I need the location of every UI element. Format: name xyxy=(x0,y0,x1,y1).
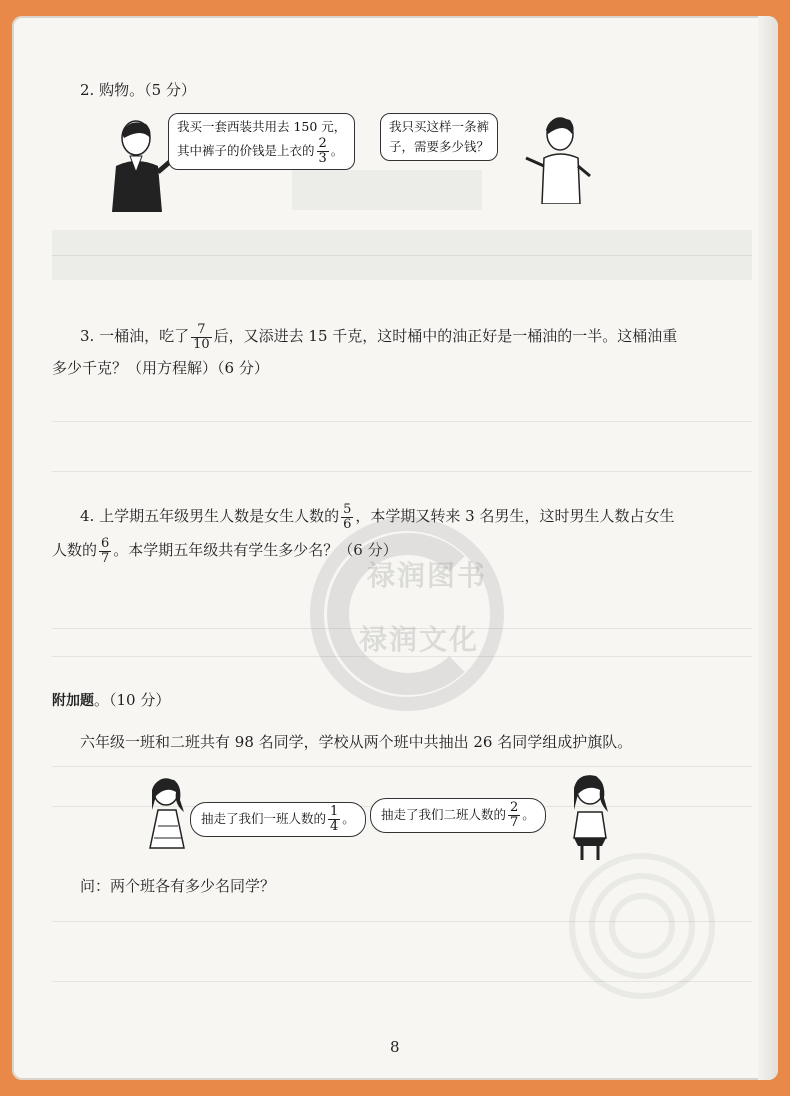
fraction-numerator: 5 xyxy=(343,501,352,517)
fraction-seven-tenths xyxy=(191,323,212,352)
bonus-title-rest: 。（10 分） xyxy=(94,691,171,709)
bonus-right-bubble-pre: 抽走了我们二班人数的 xyxy=(381,807,507,822)
bonus-right-speech-bubble xyxy=(370,798,546,833)
fraction-two-thirds xyxy=(317,137,329,166)
q2-right-bubble-line1: 我只买这样一条裤 xyxy=(389,119,490,134)
bonus-left-bubble-pre: 抽走了我们一班人数的 xyxy=(201,811,327,826)
girl-figure-left-icon xyxy=(140,776,196,856)
girl-figure-right-icon xyxy=(560,772,620,862)
fraction-denominator: 10 xyxy=(193,336,210,352)
fraction-denominator: 7 xyxy=(510,815,519,830)
q3-pre: 3. 一桶油，吃了 xyxy=(80,327,190,345)
bonus-left-speech-bubble xyxy=(190,802,366,837)
fraction-denominator: 4 xyxy=(330,819,339,834)
ghost-line xyxy=(52,471,752,472)
bonus-right-bubble-post: 。 xyxy=(522,807,535,822)
q3-post: 后，又添进去 15 千克，这时桶中的油正好是一桶油的一半。这桶油重 xyxy=(213,327,678,345)
ghost-line xyxy=(52,421,752,422)
fraction-denominator: 7 xyxy=(101,550,110,566)
page-number: 8 xyxy=(390,1038,400,1056)
watermark-line2: 禄润文化 xyxy=(359,623,480,656)
fraction-numerator: 7 xyxy=(191,323,212,338)
q4-mid: ，本学期又转来 3 名男生，这时男生人数占女生 xyxy=(355,507,675,525)
fraction-denominator: 6 xyxy=(343,516,352,532)
ghost-line xyxy=(52,766,752,767)
fraction-numerator: 2 xyxy=(318,136,327,151)
bonus-left-bubble-post: 。 xyxy=(342,811,355,826)
q2-right-bubble-line2: 子，需要多少钱？ xyxy=(389,139,490,154)
q2-right-speech-bubble xyxy=(380,113,498,161)
q2-left-speech-bubble xyxy=(168,113,355,170)
fraction-denominator: 3 xyxy=(318,151,327,166)
q2-left-bubble-line1: 我买一套西装共用去 150 元， xyxy=(177,119,347,134)
page-sheet xyxy=(12,16,778,1080)
fraction-numerator: 6 xyxy=(101,535,110,551)
bonus-question: 问：两个班各有多少名同学？ xyxy=(80,877,276,895)
q4-line2-post: 。本学期五年级共有学生多少名？（6 分） xyxy=(113,541,398,559)
q2-left-bubble-line2-pre: 其中裤子的价钱是上衣的 xyxy=(177,143,315,158)
q4-line2-pre: 人数的 xyxy=(52,541,98,559)
boy-figure-icon xyxy=(520,112,596,204)
ghost-line xyxy=(52,255,752,256)
bonus-title-bold: 附加题 xyxy=(52,693,94,709)
fraction-numerator: 1 xyxy=(330,804,339,819)
q3-line2: 多少千克？（用方程解）（6 分） xyxy=(52,359,269,377)
fraction-one-quarter xyxy=(328,805,340,834)
bonus-title xyxy=(52,686,170,715)
q4-pre: 4. 上学期五年级男生人数是女生人数的 xyxy=(80,507,340,525)
q2-left-bubble-line2-post: 。 xyxy=(330,143,344,158)
fraction-six-sevenths xyxy=(99,537,111,566)
ghost-title-band xyxy=(292,170,482,210)
q2-left-bubble-line2 xyxy=(177,137,346,166)
bonus-statement: 六年级一班和二班共有 98 名同学，学校从两个班中共抽出 26 名同学组成护旗队。 xyxy=(80,733,633,751)
q3-text xyxy=(80,322,760,352)
page-edge-shadow xyxy=(758,16,778,1080)
ghost-circles xyxy=(542,846,742,1006)
watermark xyxy=(307,514,507,714)
fraction-numerator: 2 xyxy=(510,800,519,815)
fraction-two-sevenths xyxy=(508,801,520,830)
q2-title: 2. 购物。（5 分） xyxy=(80,81,196,99)
watermark-line1: 禄润图书 xyxy=(367,559,488,592)
watermark-logo-icon xyxy=(307,514,507,714)
